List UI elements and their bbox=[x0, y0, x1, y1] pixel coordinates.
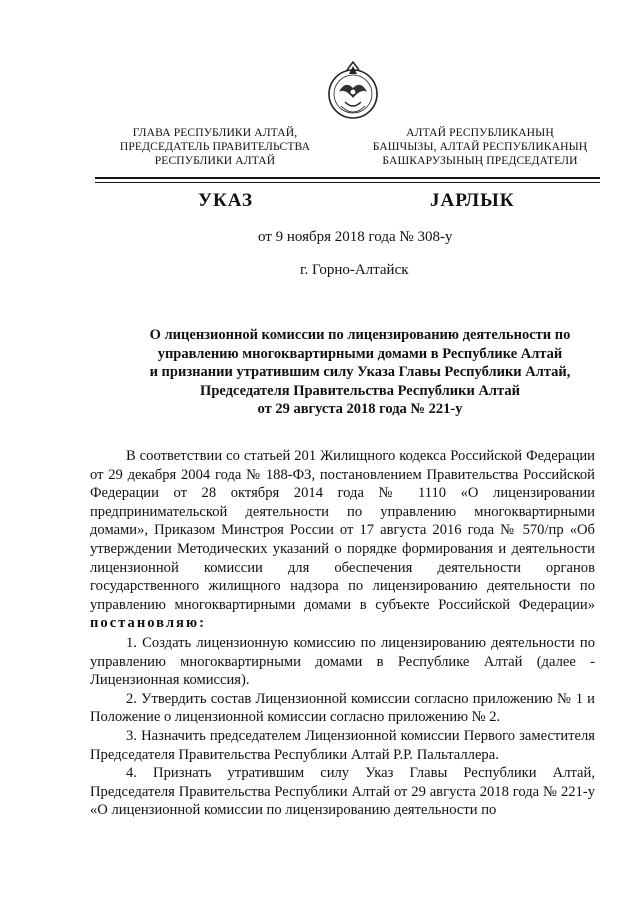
decree-item: 1. Создать лицензионную комиссию по лицензированию деятельности по управлению многоквартирными домами в Республике Алтай (далее - Лицензионная комиссия). bbox=[90, 635, 595, 689]
city-of-issue: г. Горно-Алтайск bbox=[300, 262, 409, 278]
subject-line: О лицензионной комиссии по лицензированию деятельности по bbox=[149, 327, 571, 343]
document-type-altai: JАРЛЫК bbox=[430, 190, 515, 211]
decree-item: 3. Назначить председателем Лицензионной комиссии Первого заместителя Председателя Правительства Республики Алтай Р.Р. Пальталлера. bbox=[90, 727, 595, 763]
subject-line: Председателя Правительства Республики Алтай bbox=[200, 382, 520, 399]
issuer-header-altai bbox=[360, 126, 600, 168]
decree-word: постановляю: bbox=[90, 615, 206, 632]
coat-of-arms-emblem bbox=[325, 58, 381, 124]
issuer-header-russian bbox=[110, 126, 320, 168]
subject-line: от 29 августа 2018 года № 221-у bbox=[257, 401, 463, 417]
date-and-number: от 9 ноября 2018 года № 308-у bbox=[258, 229, 453, 245]
issuer-line: БАШКАРУЗЫНЫҢ ПРЕДСЕДАТЕЛИ bbox=[382, 154, 578, 167]
decree-item: 4. Признать утратившим силу Указ Главы Республики Алтай, Председателя Правительства Республики Алтай от 29 августа 2018 года № 221-у «О лицензионной комиссии по лицензированию деятельности по bbox=[90, 765, 595, 819]
decree-subject bbox=[120, 326, 600, 419]
preamble-paragraph bbox=[90, 447, 595, 633]
document-type-russian: УКАЗ bbox=[198, 190, 253, 211]
issuer-line: АЛТАЙ РЕСПУБЛИКАНЫҢ bbox=[406, 126, 554, 139]
preamble bbox=[90, 447, 595, 633]
decree-item: 2. Утвердить состав Лицензионной комиссии согласно приложению № 1 и Положение о лицензионной комиссии согласно приложению № 2. bbox=[90, 690, 595, 726]
issuer-line: БАШЧЫЗЫ, АЛТАЙ РЕСПУБЛИКАНЫҢ bbox=[372, 140, 588, 153]
issuer-line: РЕСПУБЛИКИ АЛТАЙ bbox=[154, 154, 276, 167]
issuer-line: ПРЕДСЕДАТЕЛЬ ПРАВИТЕЛЬСТВА bbox=[119, 140, 311, 153]
subject-line: управлению многоквартирными домами в Республике Алтай bbox=[157, 345, 563, 362]
decree-items bbox=[90, 634, 595, 820]
issuer-line: ГЛАВА РЕСПУБЛИКИ АЛТАЙ, bbox=[132, 126, 298, 139]
header-divider-thick bbox=[95, 177, 600, 179]
subject-line: и признании утратившим силу Указа Главы Республики Алтай, bbox=[149, 364, 571, 380]
preamble-text: В соответствии со статьей 201 Жилищного кодекса Российской Федерации от 29 декабря 2004 года № 188-ФЗ, постановлением Правительства Российской Федерации от 28 октября 2014 года № 1110 «О лицензировании предпринимательской деятельности по управлению многоквартирными домами», Приказом Минстроя России от 17 августа 2016 года № 570/пр «Об утверждении Методических указаний о порядке формирования и деятельности лицензионной комиссии для обеспечения деятельности органов государственного жилищного надзора по лицензированию деятельности по управлению многоквартирными домами в субъекте Российской Федерации» bbox=[90, 448, 595, 613]
header-divider-thin bbox=[95, 182, 600, 183]
